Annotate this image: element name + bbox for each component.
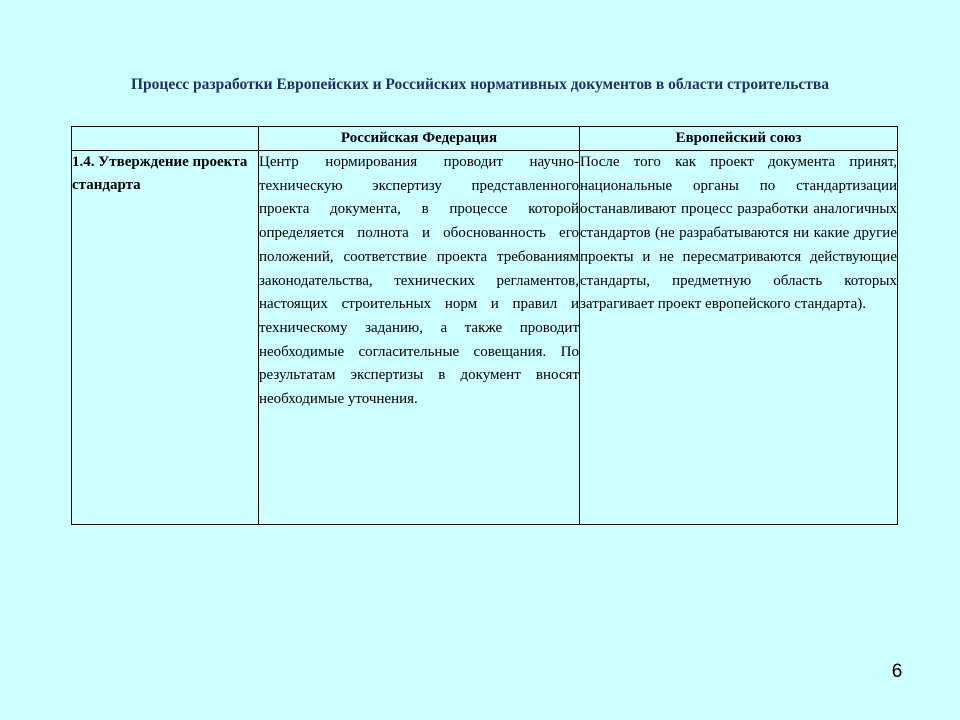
stage-cell: 1.4. Утверждение проекта стандарта (72, 151, 259, 525)
comparison-table (71, 126, 898, 525)
european-union-cell: После того как проект документа принят, национальные органы по стандартизации останавливают процесс разработки аналогичных стандартов (не разрабатываются ни какие другие проекты и не пересматриваются действующие стандарты, предметную область которых затрагивает проект европейского стандарта). (580, 151, 898, 525)
header-russian-federation: Российская Федерация (259, 127, 580, 151)
page-number: 6 (891, 661, 903, 682)
russian-federation-cell: Центр нормирования проводит научно-техническую экспертизу представленного проекта документа, в процессе которой определяется полнота и обоснованность его положений, соответствие проекта требованиям законодательства, технических регламентов, настоящих строительных норм и правил и техническому заданию, а также проводит необходимые согласительные совещания. По результатам экспертизы в документ вносят необходимые уточнения. (259, 151, 580, 525)
header-stage (72, 127, 259, 151)
slide-title: Процесс разработки Европейских и Российских нормативных документов в области строительства (130, 76, 830, 93)
header-european-union: Европейский союз (580, 127, 898, 151)
table-header-row (72, 127, 898, 151)
table-row (72, 151, 898, 525)
